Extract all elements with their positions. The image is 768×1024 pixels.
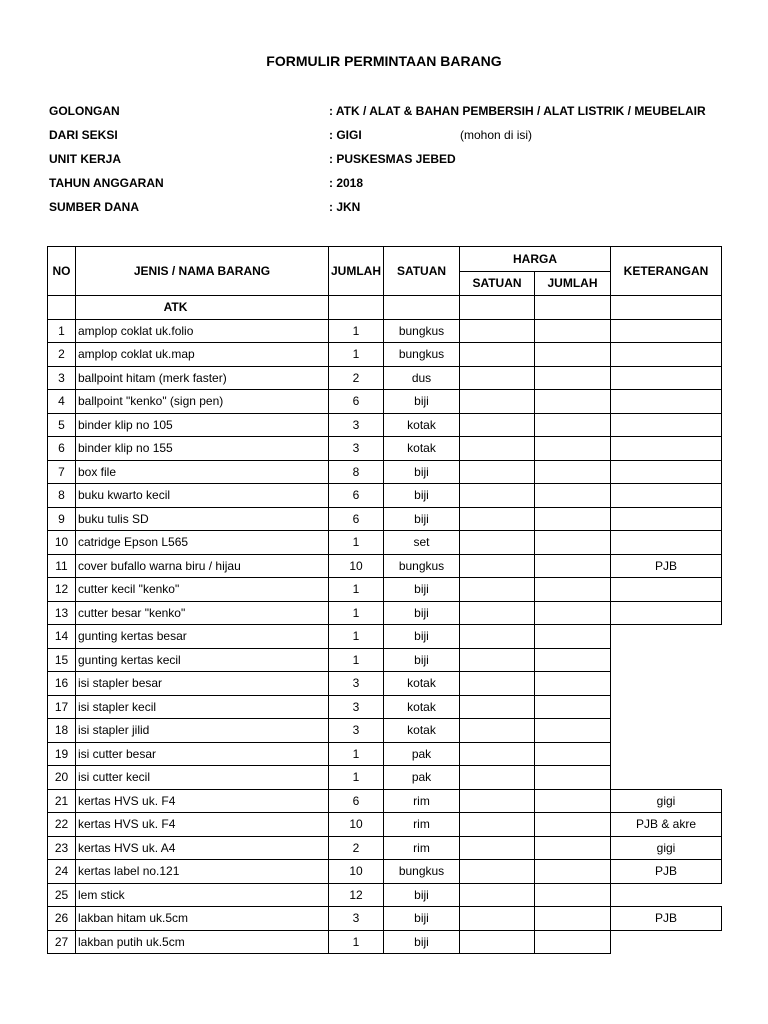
row-qty: 3 <box>329 695 384 719</box>
row-note <box>611 531 722 555</box>
row-note <box>611 507 722 531</box>
row-no: 1 <box>48 319 76 343</box>
section-unit-cell <box>384 296 460 320</box>
row-qty: 1 <box>329 601 384 625</box>
row-unit: biji <box>384 601 460 625</box>
row-name: kertas label no.121 <box>76 860 329 884</box>
row-qty: 1 <box>329 343 384 367</box>
table-row <box>48 742 722 766</box>
row-no: 15 <box>48 648 76 672</box>
row-price-total <box>535 813 611 837</box>
row-no: 23 <box>48 836 76 860</box>
row-price-total <box>535 484 611 508</box>
row-price-unit <box>460 366 535 390</box>
row-note: PJB <box>611 554 722 578</box>
row-price-unit <box>460 413 535 437</box>
row-note <box>611 930 722 954</box>
row-no: 12 <box>48 578 76 602</box>
row-note: gigi <box>611 789 722 813</box>
row-price-total <box>535 789 611 813</box>
row-note: gigi <box>611 836 722 860</box>
row-price-unit <box>460 648 535 672</box>
row-note <box>611 343 722 367</box>
row-qty: 10 <box>329 554 384 578</box>
info-value: : GIGI <box>329 128 362 142</box>
row-price-unit <box>460 601 535 625</box>
row-qty: 1 <box>329 319 384 343</box>
row-price-total <box>535 930 611 954</box>
row-unit: kotak <box>384 437 460 461</box>
row-price-total <box>535 343 611 367</box>
row-price-unit <box>460 437 535 461</box>
row-no: 5 <box>48 413 76 437</box>
row-price-total <box>535 578 611 602</box>
row-unit: kotak <box>384 719 460 743</box>
row-unit: biji <box>384 625 460 649</box>
row-note <box>611 437 722 461</box>
row-name: isi stapler kecil <box>76 695 329 719</box>
header-price-unit: SATUAN <box>460 271 535 296</box>
request-table <box>47 246 722 954</box>
row-note <box>611 460 722 484</box>
row-unit: biji <box>384 907 460 931</box>
row-price-total <box>535 507 611 531</box>
row-name: ballpoint "kenko" (sign pen) <box>76 390 329 414</box>
row-name: catridge Epson L565 <box>76 531 329 555</box>
row-price-total <box>535 366 611 390</box>
row-price-total <box>535 719 611 743</box>
row-no: 17 <box>48 695 76 719</box>
row-unit: biji <box>384 883 460 907</box>
row-note <box>611 883 722 907</box>
row-name: amplop coklat uk.map <box>76 343 329 367</box>
row-name: buku kwarto kecil <box>76 484 329 508</box>
row-price-total <box>535 860 611 884</box>
row-price-total <box>535 648 611 672</box>
info-value: : 2018 <box>329 176 364 190</box>
row-price-total <box>535 625 611 649</box>
row-price-total <box>535 695 611 719</box>
row-price-total <box>535 390 611 414</box>
row-price-unit <box>460 930 535 954</box>
header-unit: SATUAN <box>384 247 460 296</box>
row-price-unit <box>460 813 535 837</box>
row-price-total <box>535 413 611 437</box>
row-name: lakban hitam uk.5cm <box>76 907 329 931</box>
header-note: KETERANGAN <box>611 247 722 296</box>
row-price-total <box>535 437 611 461</box>
header-price: HARGA <box>460 247 611 272</box>
row-price-unit <box>460 484 535 508</box>
table-row <box>48 531 722 555</box>
row-price-unit <box>460 319 535 343</box>
row-price-unit <box>460 860 535 884</box>
row-name: amplop coklat uk.folio <box>76 319 329 343</box>
table-row <box>48 930 722 954</box>
row-unit: pak <box>384 766 460 790</box>
row-price-total <box>535 460 611 484</box>
row-qty: 6 <box>329 507 384 531</box>
row-unit: biji <box>384 578 460 602</box>
row-qty: 6 <box>329 789 384 813</box>
row-qty: 10 <box>329 860 384 884</box>
row-note <box>611 719 722 743</box>
row-price-total <box>535 766 611 790</box>
row-qty: 10 <box>329 813 384 837</box>
info-value: : ATK / ALAT & BAHAN PEMBERSIH / ALAT LISTRIK / MEUBELAIR <box>329 104 706 118</box>
row-unit: set <box>384 531 460 555</box>
table-row <box>48 907 722 931</box>
header-qty: JUMLAH <box>329 247 384 296</box>
header-price-total: JUMLAH <box>535 271 611 296</box>
row-qty: 1 <box>329 578 384 602</box>
row-name: gunting kertas kecil <box>76 648 329 672</box>
row-note: PJB <box>611 907 722 931</box>
row-price-unit <box>460 390 535 414</box>
table-row <box>48 366 722 390</box>
info-label: SUMBER DANA <box>49 200 139 214</box>
row-name: lakban putih uk.5cm <box>76 930 329 954</box>
row-price-unit <box>460 766 535 790</box>
row-no: 6 <box>48 437 76 461</box>
row-name: isi stapler jilid <box>76 719 329 743</box>
row-unit: bungkus <box>384 343 460 367</box>
row-no: 25 <box>48 883 76 907</box>
info-label: DARI SEKSI <box>49 128 118 142</box>
table-row <box>48 883 722 907</box>
table-row <box>48 319 722 343</box>
row-note <box>611 319 722 343</box>
row-unit: dus <box>384 366 460 390</box>
row-qty: 1 <box>329 742 384 766</box>
section-row <box>48 296 722 320</box>
row-no: 8 <box>48 484 76 508</box>
row-unit: rim <box>384 836 460 860</box>
row-price-unit <box>460 719 535 743</box>
section-no-cell <box>48 296 76 320</box>
row-qty: 6 <box>329 484 384 508</box>
row-price-total <box>535 883 611 907</box>
row-price-total <box>535 742 611 766</box>
row-price-total <box>535 531 611 555</box>
row-no: 13 <box>48 601 76 625</box>
row-name: cutter besar "kenko" <box>76 601 329 625</box>
table-row <box>48 860 722 884</box>
table-row <box>48 813 722 837</box>
info-label: UNIT KERJA <box>49 152 122 166</box>
table-row <box>48 413 722 437</box>
row-name: box file <box>76 460 329 484</box>
table-row <box>48 672 722 696</box>
row-note <box>611 648 722 672</box>
section-note-cell <box>611 296 722 320</box>
row-price-unit <box>460 578 535 602</box>
row-note <box>611 742 722 766</box>
row-name: lem stick <box>76 883 329 907</box>
form-title: FORMULIR PERMINTAAN BARANG <box>266 53 502 69</box>
row-no: 18 <box>48 719 76 743</box>
row-name: binder klip no 105 <box>76 413 329 437</box>
row-price-total <box>535 672 611 696</box>
row-name: isi cutter kecil <box>76 766 329 790</box>
info-note: (mohon di isi) <box>460 128 533 142</box>
table-row <box>48 601 722 625</box>
row-name: binder klip no 155 <box>76 437 329 461</box>
row-price-total <box>535 554 611 578</box>
row-qty: 3 <box>329 672 384 696</box>
row-price-unit <box>460 883 535 907</box>
row-price-unit <box>460 742 535 766</box>
row-no: 26 <box>48 907 76 931</box>
row-note <box>611 366 722 390</box>
row-unit: bungkus <box>384 319 460 343</box>
row-price-total <box>535 836 611 860</box>
row-no: 22 <box>48 813 76 837</box>
table-row <box>48 719 722 743</box>
row-qty: 1 <box>329 766 384 790</box>
row-no: 21 <box>48 789 76 813</box>
row-note <box>611 625 722 649</box>
row-price-unit <box>460 672 535 696</box>
row-price-total <box>535 907 611 931</box>
row-price-unit <box>460 554 535 578</box>
section-price-unit-cell <box>460 296 535 320</box>
row-note: PJB & akre <box>611 813 722 837</box>
row-no: 9 <box>48 507 76 531</box>
table-row <box>48 578 722 602</box>
row-no: 11 <box>48 554 76 578</box>
section-price-total-cell <box>535 296 611 320</box>
row-note <box>611 390 722 414</box>
table-row <box>48 437 722 461</box>
row-note <box>611 601 722 625</box>
row-no: 14 <box>48 625 76 649</box>
row-qty: 12 <box>329 883 384 907</box>
row-unit: rim <box>384 813 460 837</box>
table-row <box>48 460 722 484</box>
row-note <box>611 484 722 508</box>
table-row <box>48 554 722 578</box>
row-unit: bungkus <box>384 860 460 884</box>
row-qty: 1 <box>329 625 384 649</box>
info-label: TAHUN ANGGARAN <box>49 176 164 190</box>
row-price-unit <box>460 343 535 367</box>
row-unit: biji <box>384 648 460 672</box>
row-name: cover bufallo warna biru / hijau <box>76 554 329 578</box>
header-name: JENIS / NAMA BARANG <box>76 247 329 296</box>
row-name: isi stapler besar <box>76 672 329 696</box>
row-name: gunting kertas besar <box>76 625 329 649</box>
row-name: buku tulis SD <box>76 507 329 531</box>
info-label: GOLONGAN <box>49 104 120 118</box>
row-note: PJB <box>611 860 722 884</box>
row-note <box>611 695 722 719</box>
row-qty: 2 <box>329 836 384 860</box>
row-note <box>611 672 722 696</box>
row-price-unit <box>460 507 535 531</box>
row-price-unit <box>460 789 535 813</box>
row-name: kertas HVS uk. F4 <box>76 813 329 837</box>
info-value: : JKN <box>329 200 361 214</box>
row-price-unit <box>460 907 535 931</box>
row-note <box>611 413 722 437</box>
table-row <box>48 766 722 790</box>
row-no: 2 <box>48 343 76 367</box>
row-unit: kotak <box>384 672 460 696</box>
row-price-unit <box>460 531 535 555</box>
row-unit: biji <box>384 484 460 508</box>
table-row <box>48 836 722 860</box>
row-qty: 8 <box>329 460 384 484</box>
row-no: 4 <box>48 390 76 414</box>
row-qty: 3 <box>329 719 384 743</box>
row-qty: 3 <box>329 437 384 461</box>
row-no: 7 <box>48 460 76 484</box>
table-row <box>48 343 722 367</box>
header-no: NO <box>48 247 76 296</box>
table-row <box>48 648 722 672</box>
info-value: : PUSKESMAS JEBED <box>329 152 456 166</box>
row-qty: 3 <box>329 907 384 931</box>
row-no: 10 <box>48 531 76 555</box>
row-qty: 1 <box>329 930 384 954</box>
row-unit: biji <box>384 460 460 484</box>
row-unit: rim <box>384 789 460 813</box>
row-qty: 2 <box>329 366 384 390</box>
row-no: 19 <box>48 742 76 766</box>
row-name: ballpoint hitam (merk faster) <box>76 366 329 390</box>
row-price-unit <box>460 460 535 484</box>
row-no: 27 <box>48 930 76 954</box>
row-name: isi cutter besar <box>76 742 329 766</box>
row-unit: kotak <box>384 413 460 437</box>
row-qty: 1 <box>329 648 384 672</box>
table-row <box>48 507 722 531</box>
row-qty: 3 <box>329 413 384 437</box>
table-row <box>48 390 722 414</box>
section-qty-cell <box>329 296 384 320</box>
row-price-unit <box>460 625 535 649</box>
row-qty: 6 <box>329 390 384 414</box>
table-row <box>48 789 722 813</box>
row-name: kertas HVS uk. F4 <box>76 789 329 813</box>
row-name: cutter kecil "kenko" <box>76 578 329 602</box>
row-no: 3 <box>48 366 76 390</box>
row-unit: pak <box>384 742 460 766</box>
section-label: ATK <box>76 296 329 320</box>
row-no: 20 <box>48 766 76 790</box>
row-unit: kotak <box>384 695 460 719</box>
row-no: 24 <box>48 860 76 884</box>
row-price-unit <box>460 836 535 860</box>
row-price-total <box>535 319 611 343</box>
row-unit: bungkus <box>384 554 460 578</box>
row-note <box>611 578 722 602</box>
row-note <box>611 766 722 790</box>
table-row <box>48 625 722 649</box>
row-qty: 1 <box>329 531 384 555</box>
row-unit: biji <box>384 930 460 954</box>
row-name: kertas HVS uk. A4 <box>76 836 329 860</box>
table-row <box>48 484 722 508</box>
table-row <box>48 695 722 719</box>
row-price-total <box>535 601 611 625</box>
row-unit: biji <box>384 507 460 531</box>
row-unit: biji <box>384 390 460 414</box>
row-no: 16 <box>48 672 76 696</box>
row-price-unit <box>460 695 535 719</box>
